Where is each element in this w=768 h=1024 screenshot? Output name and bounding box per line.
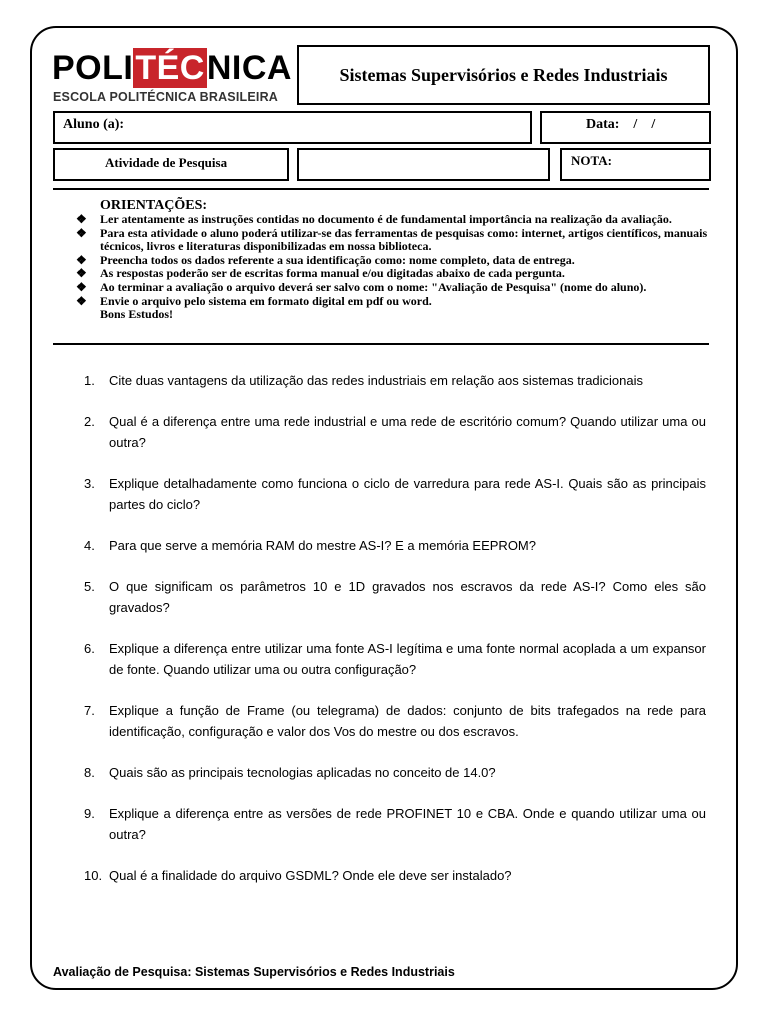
question-item — [84, 638, 706, 680]
guideline-text: Ler atentamente as instruções contidas no documento é de fundamental importância na realização da avaliação. — [100, 212, 672, 226]
question-item — [84, 576, 706, 618]
guideline-text: Preencha todos os dados referente a sua identificação como: nome completo, data de entrega. — [100, 252, 575, 267]
guideline-item — [76, 267, 710, 281]
question-text: Explique a função de Frame (ou telegrama) de dados: conjunto de bits trafegados na rede para identificação, configuração e valor dos Vos do mestre ou dos escravos. — [109, 703, 706, 739]
divider-bottom — [53, 343, 709, 345]
activity-type-label — [53, 148, 289, 181]
date-field[interactable] — [540, 111, 711, 144]
diamond-bullet-icon: ❖ — [76, 212, 87, 226]
guideline-text: Para esta atividade o aluno poderá utilizar-se das ferramentas de pesquisas como: internet, artigos científicos, manuais técnicos, livros e literaturas disponibilizadas em nossa biblioteca. — [100, 225, 708, 254]
diamond-bullet-icon: ❖ — [76, 279, 87, 294]
grade-field[interactable] — [560, 148, 711, 181]
question-item — [84, 411, 706, 453]
question-number: 9. — [84, 806, 95, 821]
date-label: Data: / / — [586, 117, 656, 132]
question-text: Qual é a finalidade do arquivo GSDML? Onde ele deve ser instalado? — [109, 868, 512, 883]
question-text: Para que serve a memória RAM do mestre AS-I? E a memória EEPROM? — [109, 538, 536, 553]
logo-part-tec: TÉC — [135, 49, 205, 87]
guideline-text: Envie o arquivo pelo sistema em formato digital em pdf ou word. — [100, 293, 432, 308]
question-item — [84, 473, 706, 515]
guidelines-list — [76, 213, 710, 308]
grade-label: NOTA: — [571, 153, 612, 168]
question-number: 8. — [84, 765, 95, 780]
guideline-item — [76, 295, 710, 309]
questions-list — [84, 370, 706, 906]
student-name-field[interactable] — [53, 111, 532, 144]
question-item — [84, 762, 706, 783]
divider-top — [53, 188, 709, 190]
guidelines-heading: ORIENTAÇÕES: — [100, 198, 208, 213]
guideline-text: Ao terminar a avaliação o arquivo deverá ser salvo com o nome: "Avaliação de Pesquisa" (nome do aluno). — [100, 279, 647, 294]
diamond-bullet-icon: ❖ — [76, 225, 87, 240]
question-text: O que significam os parâmetros 10 e 1D gravados nos escravos da rede AS-I? Como eles são gravados? — [109, 579, 706, 615]
page-footer: Avaliação de Pesquisa: Sistemas Supervisórios e Redes Industriais — [53, 965, 455, 979]
guideline-item — [76, 213, 710, 227]
guidelines-section — [76, 198, 710, 322]
question-number: 10. — [84, 868, 103, 883]
logo-part-poli: POLI — [52, 49, 134, 87]
diamond-bullet-icon: ❖ — [76, 293, 87, 308]
guideline-item — [76, 227, 710, 254]
question-text: Cite duas vantagens da utilização das redes industriais em relação aos sistemas tradicionais — [109, 373, 644, 388]
question-number: 7. — [84, 703, 95, 718]
question-item — [84, 700, 706, 742]
question-text: Quais são as principais tecnologias aplicadas no conceito de 14.0? — [109, 765, 496, 780]
logo-part-nica: NICA — [206, 49, 292, 87]
logo-subtitle: ESCOLA POLITÉCNICA BRASILEIRA — [53, 90, 279, 104]
guideline-item — [76, 254, 710, 268]
question-number: 3. — [84, 476, 95, 491]
logo-wordmark — [52, 48, 292, 88]
question-number: 5. — [84, 579, 95, 594]
question-item — [84, 370, 706, 391]
blank-field[interactable] — [297, 148, 550, 181]
question-text: Explique a diferença entre utilizar uma fonte AS-I legítima e uma fonte normal acoplada a um expansor de fonte. Quando utilizar uma ou outra configuração? — [109, 641, 706, 677]
diamond-bullet-icon: ❖ — [76, 266, 87, 281]
question-text: Qual é a diferença entre uma rede industrial e uma rede de escritório comum? Quando utilizar uma ou outra? — [109, 414, 706, 450]
guidelines-closing: Bons Estudos! — [100, 307, 174, 322]
student-name-label: Aluno (a): — [63, 117, 125, 132]
question-number: 4. — [84, 538, 95, 553]
question-item — [84, 535, 706, 556]
question-text: Explique detalhadamente como funciona o ciclo de varredura para rede AS-I. Quais são as principais partes do ciclo? — [109, 476, 706, 512]
guideline-text: As respostas poderão ser de escritas forma manual e/ou digitadas abaixo de cada pergunta. — [100, 266, 565, 281]
activity-type-text: Atividade de Pesquisa — [105, 155, 228, 170]
question-item — [84, 865, 706, 886]
question-number: 6. — [84, 641, 95, 656]
course-title: Sistemas Supervisórios e Redes Industriais — [297, 45, 710, 105]
question-number: 1. — [84, 373, 95, 388]
question-item — [84, 803, 706, 845]
school-logo — [52, 44, 292, 108]
guideline-item — [76, 281, 710, 295]
diamond-bullet-icon: ❖ — [76, 252, 87, 267]
question-number: 2. — [84, 414, 95, 429]
question-text: Explique a diferença entre as versões de rede PROFINET 10 e CBA. Onde e quando utilizar uma ou outra? — [109, 806, 706, 842]
